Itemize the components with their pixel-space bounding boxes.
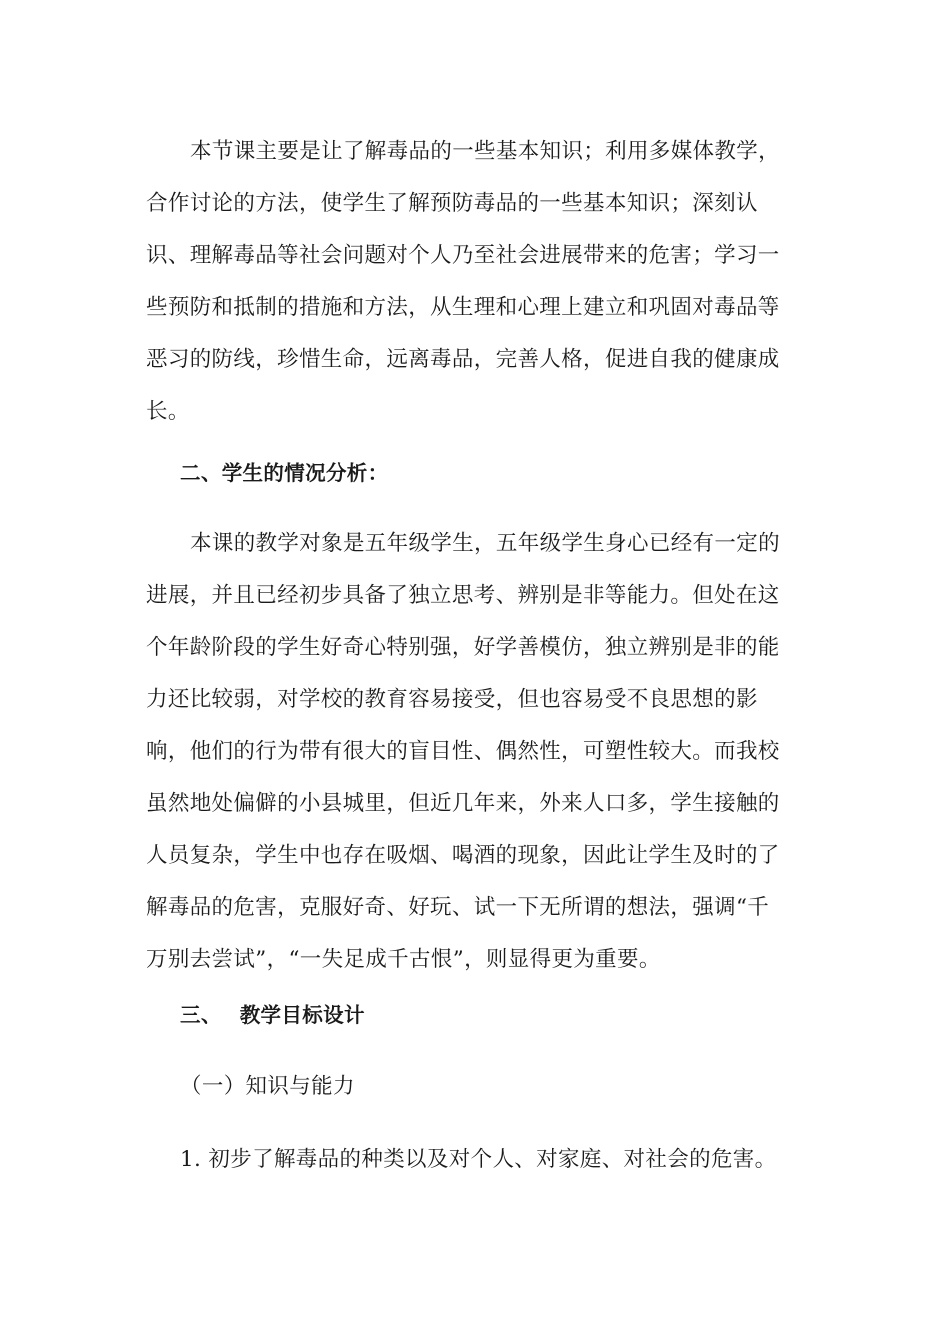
- paragraph-student-analysis: [146, 518, 796, 986]
- paragraph-line: 本节课主要是让了解毒品的一些基本知识；利用多媒体教学，: [190, 139, 780, 164]
- section-heading-student-analysis: 二、学生的情况分析：: [180, 461, 389, 485]
- section-heading-teaching-goals: [180, 1000, 365, 1030]
- paragraph-line: 些预防和抵制的措施和方法，从生理和心理上建立和巩固对毒品等: [146, 295, 780, 320]
- list-item: 1. 初步了解毒品的种类以及对个人、对家庭、对社会的危害。: [180, 1147, 777, 1172]
- paragraph-line: 解毒品的危害，克服好奇、好玩、试一下无所谓的想法，强调“千: [146, 895, 770, 920]
- paragraph-intro: [146, 126, 796, 438]
- paragraph-line: 虽然地处偏僻的小县城里，但近几年来，外来人口多，学生接触的: [146, 791, 780, 816]
- paragraph-line: 个年龄阶段的学生好奇心特别强，好学善模仿，独立辨别是非的能: [146, 635, 780, 660]
- paragraph-line: 合作讨论的方法，使学生了解预防毒品的一些基本知识；深刻认: [146, 191, 758, 216]
- paragraph-line: 进展，并且已经初步具备了独立思考、辨别是非等能力。但处在这: [146, 583, 780, 608]
- paragraph-line: 长。: [146, 399, 190, 424]
- paragraph-line: 万别去尝试”，“一失足成千古恨”，则显得更为重要。: [146, 947, 661, 972]
- paragraph-line: 响，他们的行为带有很大的盲目性、偶然性，可塑性较大。而我校: [146, 739, 780, 764]
- paragraph-line: 本课的教学对象是五年级学生，五年级学生身心已经有一定的: [190, 531, 780, 556]
- subsection-heading-knowledge-ability: （一）知识与能力: [180, 1074, 355, 1099]
- section-title: 教学目标设计: [239, 1003, 365, 1027]
- section-number: 三、: [180, 1003, 222, 1027]
- paragraph-line: 力还比较弱，对学校的教育容易接受，但也容易受不良思想的影: [146, 687, 758, 712]
- paragraph-line: 识、理解毒品等社会问题对个人乃至社会进展带来的危害；学习一: [146, 243, 780, 268]
- paragraph-line: 人员复杂，学生中也存在吸烟、喝酒的现象，因此让学生及时的了: [146, 843, 780, 868]
- paragraph-line: 恶习的防线，珍惜生命，远离毒品，完善人格，促进自我的健康成: [146, 347, 780, 372]
